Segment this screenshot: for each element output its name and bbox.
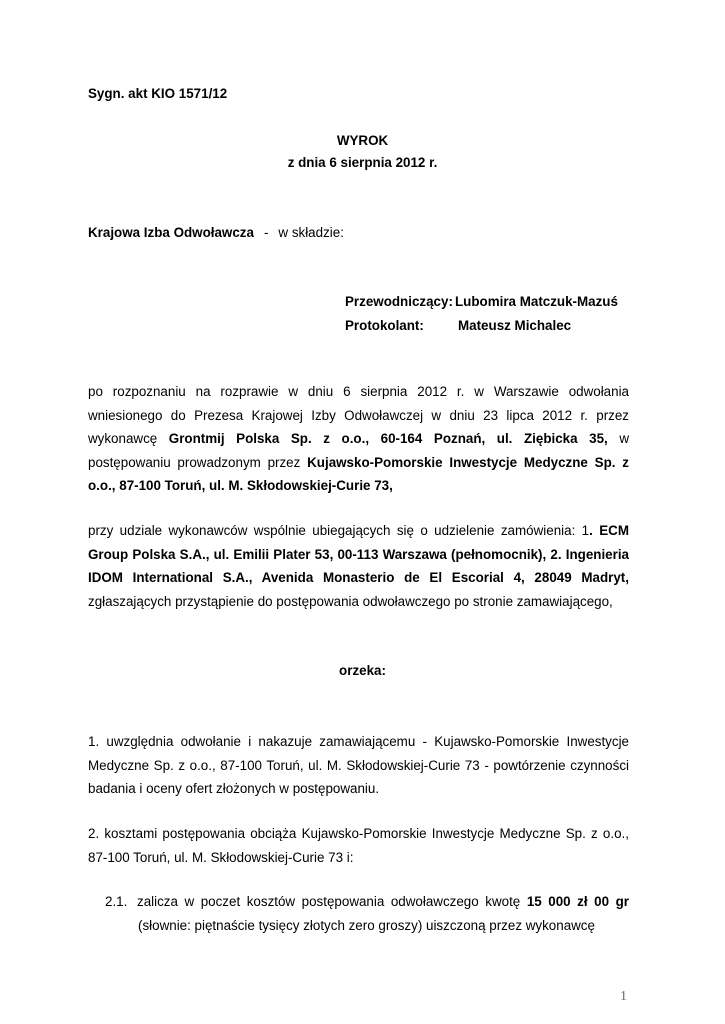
- ruling-point-2-1: [138, 890, 629, 937]
- verdict-title: WYROK: [336, 133, 389, 148]
- chamber-name: Krajowa Izba Odwoławcza: [88, 225, 254, 240]
- clerk-name: Mateusz Michalec: [458, 318, 572, 333]
- clerk-label: Protokolant:: [345, 318, 424, 333]
- appellant-name: Grontmij Polska Sp. z o.o., 60-164 Poznań, ul. Ziębicka 35,: [168, 431, 608, 447]
- ruling-heading: orzeka:: [339, 663, 386, 678]
- chair-label: Przewodniczący:: [345, 294, 453, 309]
- chamber-dash: -: [263, 225, 269, 240]
- ruling-point-2-1-number: 2.1.: [105, 894, 128, 909]
- paragraph-proceedings: [88, 380, 629, 498]
- para1-text-2: w postępowaniu prowadzonym przez: [88, 431, 629, 470]
- paragraph-participants: [88, 519, 629, 613]
- point21-text-2: (słownie: piętnaście tysięcy złotych zero groszy) uiszczoną przez wykonawcę: [138, 917, 595, 933]
- ruling-point-1: 1. uwzględnia odwołanie i nakazuje zamawiającemu - Kujawsko-Pomorskie Inwestycje Medyczne Sp. z o.o., 87-100 Toruń, ul. M. Skłodowskiej-Curie 73 - powtórzenie czynności badania i oceny ofert złożonych w postępowaniu.: [88, 734, 629, 797]
- verdict-date: z dnia 6 sierpnia 2012 r.: [287, 155, 438, 170]
- contracting-authority: Kujawsko-Pomorskie Inwestycje Medyczne Sp. z o.o., 87-100 Toruń, ul. M. Skłodowskiej-Curie 73,: [88, 454, 629, 494]
- chair-name: Lubomira Matczuk-Mazuś: [455, 294, 618, 309]
- para1-text-1: po rozpoznaniu na rozprawie w dniu 6 sierpnia 2012 r. w Warszawie odwołania wniesionego do Prezesa Krajowej Izby Odwoławczej w dniu 23 lipca 2012 r. przez wykonawcę: [88, 384, 629, 447]
- point21-text-1: zalicza w poczet kosztów postępowania odwoławczego kwotę: [137, 894, 527, 909]
- chamber-line: [88, 225, 344, 240]
- fee-amount: 15 000 zł 00 gr: [526, 894, 629, 909]
- para2-text-1: przy udziale wykonawców wspólnie ubiegających się o udzielenie zamówienia: 1: [88, 523, 590, 538]
- case-reference: Sygn. akt KIO 1571/12: [88, 86, 228, 101]
- chamber-composition: w składzie:: [278, 225, 344, 240]
- para2-text-2: zgłaszających przystąpienie do postępowania odwoławczego po stronie zamawiającego,: [88, 593, 613, 609]
- consortium-members: . ECM Group Polska S.A., ul. Emilii Plater 53, 00-113 Warszawa (pełnomocnik), 2. Ingenieria IDOM International S.A., Avenida Monasterio de El Escorial 4, 28049 Madryt,: [88, 523, 629, 586]
- page-number: 1: [620, 989, 627, 1004]
- ruling-point-2: 2. kosztami postępowania obciąża Kujawsko-Pomorskie Inwestycje Medyczne Sp. z o.o., 87-100 Toruń, ul. M. Skłodowskiej-Curie 73 i:: [88, 826, 629, 865]
